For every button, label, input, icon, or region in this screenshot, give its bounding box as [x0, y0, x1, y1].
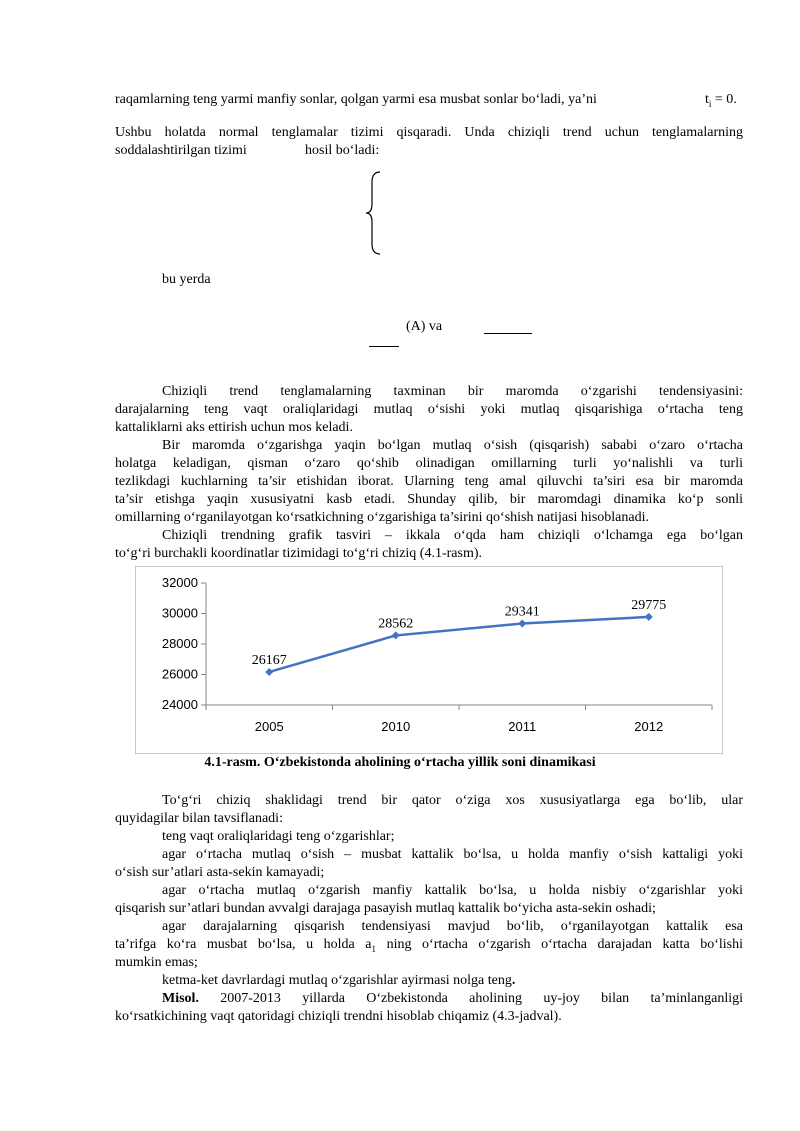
text-line: omillarning o‘rganilayotgan ko‘rsatkichning o‘zgarishiga ta’sirini qo‘shish natijasi hisoblanadi. [115, 510, 649, 525]
text-line: Chiziqli trendning grafik tasviri – ikkala o‘qda ham chiziqli o‘lchamga ega bo‘lgan [162, 528, 743, 543]
fraction-bar [369, 346, 399, 347]
chart-svg [136, 567, 722, 753]
example-text: 2007-2013 yillarda O‘zbekistonda aholining uy-joy bilan ta’minlanganligi [220, 991, 743, 1006]
list-text: ning o‘rtacha o‘zgarish o‘rtacha darajadan katta bo‘lishi [376, 937, 743, 952]
y-tick-label: 26000 [161, 666, 198, 682]
list-item: agar darajalarning qisqarish tendensiyasi mavjud bo‘lib, o‘rganilayotgan kattalik esa [162, 919, 743, 934]
formula-a: (A) va [406, 319, 443, 334]
fraction-bar [484, 333, 532, 334]
series-line [269, 617, 649, 672]
text-line: To‘g‘ri chiziq shaklidagi trend bir qator o‘ziga xos xususiyatlarga ega bo‘lib, ular [162, 793, 743, 808]
y-tick-label: 28000 [161, 636, 198, 651]
formula-sub: i [708, 98, 712, 109]
data-label: 28562 [378, 616, 414, 632]
formula-ti [705, 91, 737, 113]
text-line: Ushbu holatda normal tenglamalar tizimi qisqaradi. Unda chiziqli trend uchun tenglamalarning [115, 125, 743, 140]
example-line [162, 990, 743, 1008]
list-item: agar o‘rtacha mutlaq o‘sish – musbat kattalik bo‘lsa, u holda manfiy o‘sish kattaligi yoki [162, 847, 743, 862]
text-line: bu yerda [162, 272, 211, 287]
data-point [265, 668, 273, 676]
list-item: teng vaqt oraliqlaridagi teng o‘zgarishlar; [162, 829, 395, 844]
list-item [115, 936, 743, 958]
example-line: ko‘rsatkichining vaqt qatoridagi chiziqli trendni hisoblab chiqamiz (4.3-jadval). [115, 1009, 562, 1024]
text-line: quyidagilar bilan tavsiflanadi: [115, 811, 283, 826]
line-chart [135, 566, 723, 754]
y-tick-label: 24000 [161, 697, 198, 712]
x-tick-label: 2010 [381, 719, 411, 734]
text-line: to‘g‘ri burchakli koordinatlar tizimidagi to‘g‘ri chiziq (4.1-rasm). [115, 546, 482, 561]
formula-var: t [705, 92, 709, 107]
data-label: 26167 [251, 652, 287, 668]
data-point [645, 613, 653, 621]
y-tick-label: 32000 [161, 575, 198, 590]
list-item: o‘sish sur’atlari asta-sekin kamayadi; [115, 865, 325, 880]
list-item: qisqarish sur’atlari bundan avvalgi darajaga pasayish mutlaq kattalik bo‘yicha asta-sekin oshadi; [115, 901, 656, 916]
y-tick-label: 30000 [161, 605, 198, 621]
x-tick-label: 2012 [634, 719, 664, 734]
text-line: Bir maromda o‘zgarishga yaqin bo‘lgan mutlaq o‘sish (qisqarish) sababi o‘zaro o‘rtacha [162, 438, 743, 453]
text-line: ta’sir etishga yaqin xususiyatni kasb etadi. Shunday qilib, bir maromdagi dinamika ko‘p sonli [115, 492, 743, 507]
text-line: darajalarning teng vaqt oraliqlaridagi mutlaq o‘sishi yoki mutlaq qisqarishiga o‘rtacha teng [115, 402, 743, 417]
text-line: Chiziqli trend tenglamalarning taxminan bir maromda o‘zgarishi tendensiyasini: [162, 384, 743, 399]
data-label: 29775 [631, 597, 667, 613]
text-line: tezlikdagi kuchlarning ta’sir etishidan iborat. Ularning teng amal qiluvchi ta’siri esa bir maromda [115, 474, 743, 489]
text-line: holatga keladigan, qisman o‘zaro qo‘shib olinadigan omillarning turli yo‘nalishli va turli [115, 456, 743, 471]
example-label: Misol. [162, 991, 199, 1006]
text-line: raqamlarning teng yarmi manfiy sonlar, qolgan yarmi esa musbat sonlar bo‘ladi, ya’ni [115, 92, 597, 107]
data-label: 29341 [504, 604, 540, 620]
list-sub: 1 [371, 943, 377, 954]
data-point [392, 631, 400, 639]
list-item: mumkin emas; [115, 955, 198, 970]
list-item: agar o‘rtacha mutlaq o‘zgarish manfiy kattalik bo‘lsa, u holda nisbiy o‘zgarishlar yoki [162, 883, 743, 898]
figure-caption: 4.1-rasm. O‘zbekistonda aholining o‘rtacha yillik soni dinamikasi [204, 755, 596, 770]
list-item [162, 972, 515, 990]
text-line: kattaliklarni aks ettirish uchun mos keladi. [115, 420, 353, 435]
list-text: ta’rifga ko‘ra musbat bo‘lsa, u holda a [115, 937, 372, 952]
system-brace-icon [364, 170, 384, 256]
x-tick-label: 2005 [254, 719, 284, 734]
text-line: soddalashtirilgan tizimi [115, 143, 247, 158]
formula-tail: = 0. [711, 92, 737, 107]
x-tick-label: 2011 [508, 719, 537, 734]
text-line: hosil bo‘ladi: [305, 143, 380, 158]
data-point [518, 620, 526, 628]
list-text: ketma-ket davrlardagi mutlaq o‘zgarishlar ayirmasi nolga teng [162, 973, 512, 988]
list-dot: . [511, 973, 516, 988]
